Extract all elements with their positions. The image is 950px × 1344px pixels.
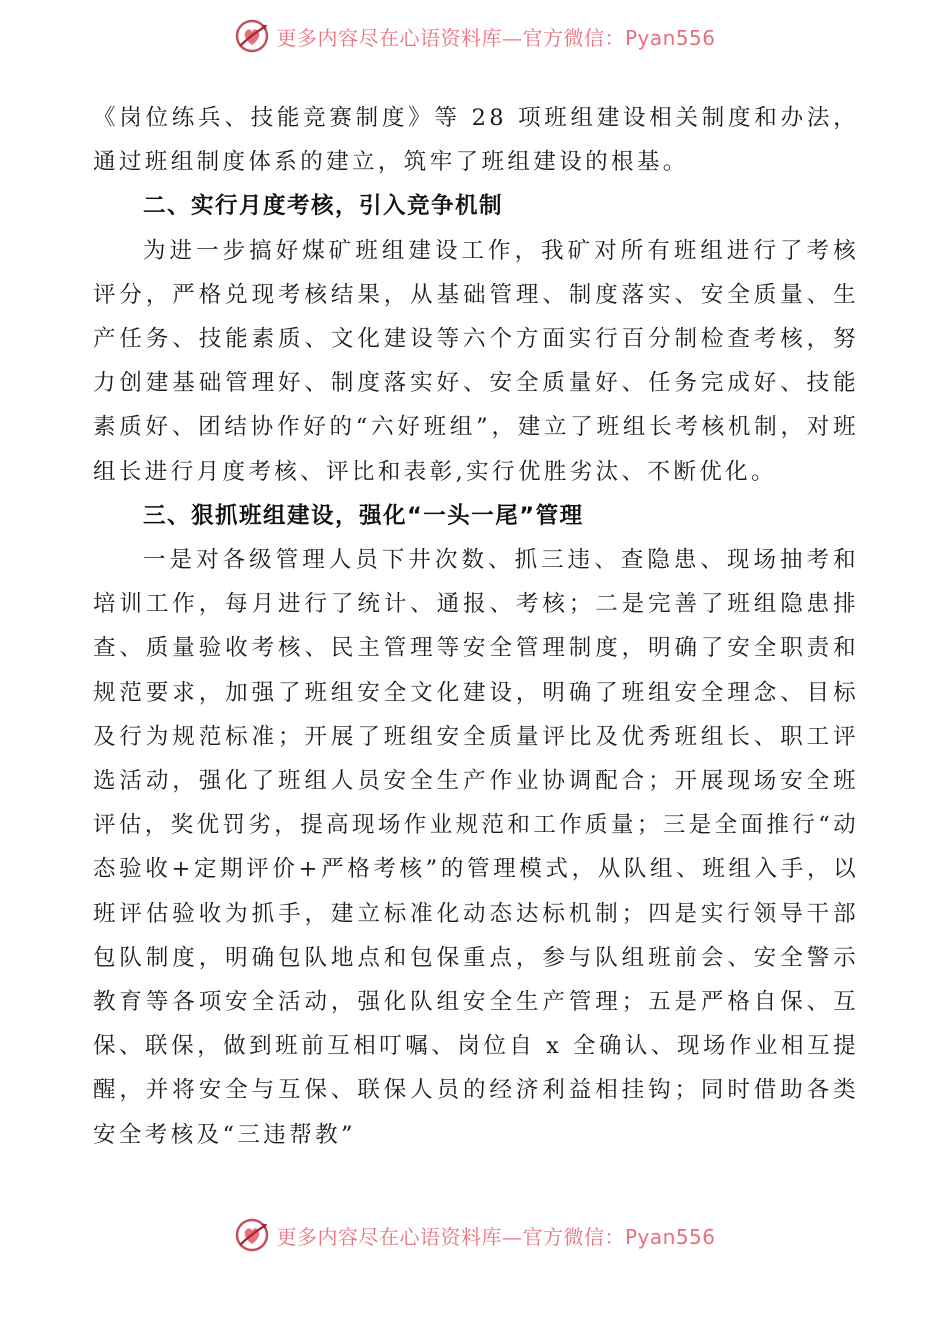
banner-official-text: 官方微信： xyxy=(522,25,625,50)
paragraph-3: 一是对各级管理人员下井次数、抓三违、查隐患、现场抽考和培训工作，每月进行了统计、通报、考核；二是完善了班组隐患排查、质量验收考核、民主管理等安全管理制度，明确了安全职责和规范要求，加强了班组安全文化建设，明确了班组安全理念、目标及行为规范标准；开展了班组安全质量评比及优秀班组长、职工评选活动，强化了班组人员安全生产作业协调配合；开展现场安全班评估，奖优罚劣，提高现场作业规范和工作质量；三是全面推行“动态验收+定期评价+严格考核”的管理模式，从队组、班组入手，以班评估验收为抓手，建立标准化动态达标机制；四是实行领导干部包队制度，明确包队地点和包保重点，参与队组班前会、安全警示教育等各项安全活动，强化队组安全生产管理；五是严格自保、互保、联保，做到班前互相叮嘱、岗位自 x 全确认、现场作业相互提醒，并将安全与互保、联保人员的经济利益相挂钩；同时借助各类安全考核及“三违帮教” xyxy=(93,547,860,1148)
banner-text xyxy=(276,1221,715,1250)
section-heading-3: 三、狠抓班组建设，强化“一头一尾”管理 xyxy=(143,502,584,529)
banner-wechat-id: Pyan556 xyxy=(624,25,716,50)
banner-text xyxy=(276,22,715,51)
heart-logo-icon xyxy=(234,1217,270,1253)
document-body xyxy=(93,96,859,1157)
footer-banner xyxy=(0,1213,950,1257)
section-heading-2: 二、实行月度考核，引入竞争机制 xyxy=(143,193,504,220)
banner-wechat-id: Pyan556 xyxy=(624,1224,716,1249)
banner-official-text: 官方微信： xyxy=(522,1224,625,1249)
heart-logo-icon xyxy=(234,18,270,54)
paragraph-2: 为进一步搞好煤矿班组建设工作，我矿对所有班组进行了考核评分，严格兑现考核结果，从基础管理、制度落实、安全质量、生产任务、技能素质、文化建设等六个方面实行百分制检查考核，努力创建基础管理好、制度落实好、安全质量好、任务完成好、技能素质好、团结协作好的“六好班组”，建立了班组长考核机制，对班组长进行月度考核、评比和表彰,实行优胜劣汰、不断优化。 xyxy=(93,237,859,485)
header-banner xyxy=(0,14,950,58)
banner-main-text: 更多内容尽在心语资料库— xyxy=(276,1224,523,1249)
banner-main-text: 更多内容尽在心语资料库— xyxy=(276,25,523,50)
paragraph-1: 《岗位练兵、技能竞赛制度》等 28 项班组建设相关制度和办法，通过班组制度体系的建立，筑牢了班组建设的根基。 xyxy=(93,105,859,176)
